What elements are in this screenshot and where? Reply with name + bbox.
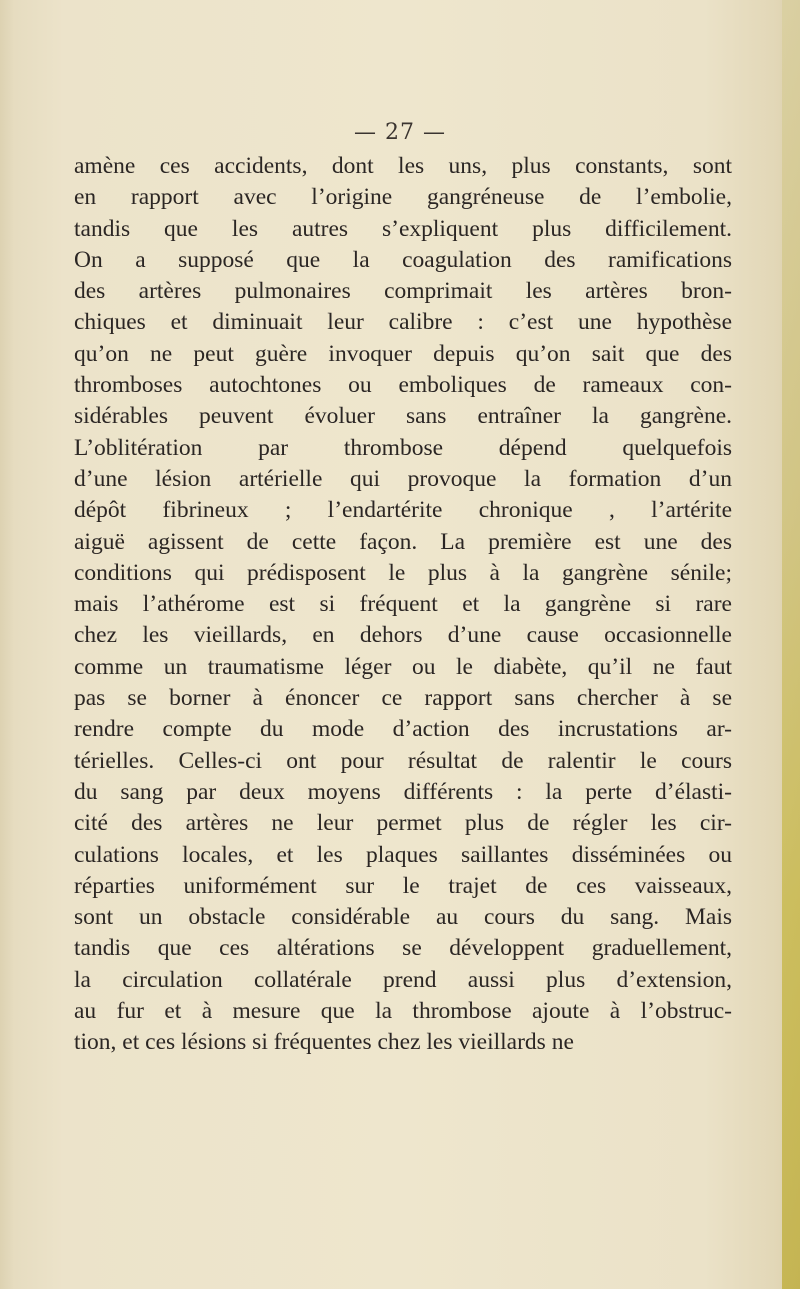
text-line: culations locales, et les plaques saillantes disséminées ou (74, 841, 732, 868)
text-line: L’oblitération par thrombose dépend quelquefois (74, 434, 732, 461)
text-line: tion, et ces lésions si fréquentes chez les vieillards ne (74, 1029, 574, 1056)
text-line: dépôt fibrineux ; l’endartérite chronique , l’artérite (74, 497, 732, 524)
text-line: chiques et diminuait leur calibre : c’est une hypothèse (74, 309, 732, 336)
text-line: aiguë agissent de cette façon. La première est une des (74, 528, 732, 555)
text-line: sont un obstacle considérable au cours du sang. Mais (74, 904, 732, 931)
text-line: pas se borner à énoncer ce rapport sans chercher à se (74, 685, 732, 712)
text-line: comme un traumatisme léger ou le diabète, qu’il ne faut (74, 653, 732, 680)
text-line: thromboses autochtones ou emboliques de rameaux con- (74, 372, 732, 399)
text-line: qu’on ne peut guère invoquer depuis qu’on sait que des (74, 340, 732, 367)
text-line: tandis que ces altérations se développent graduellement, (74, 935, 732, 962)
text-line: chez les vieillards, en dehors d’une cause occasionnelle (74, 622, 732, 649)
text-line: térielles. Celles-ci ont pour résultat de ralentir le cours (74, 747, 732, 774)
text-line: sidérables peuvent évoluer sans entraîner la gangrène. (74, 403, 732, 430)
text-line: cité des artères ne leur permet plus de régler les cir- (74, 810, 732, 837)
page-number: — 27 — (354, 120, 446, 145)
text-line: la circulation collatérale prend aussi plus d’extension, (74, 966, 732, 993)
text-line: réparties uniformément sur le trajet de ces vaisseaux, (74, 872, 732, 899)
text-line: conditions qui prédisposent le plus à la gangrène sénile; (74, 559, 732, 586)
text-line: d’une lésion artérielle qui provoque la formation d’un (74, 465, 732, 492)
page-left-shadow (0, 0, 14, 1289)
text-line: mais l’athérome est si fréquent et la gangrène si rare (74, 591, 732, 618)
text-line: du sang par deux moyens différents : la perte d’élasti- (74, 778, 732, 805)
text-line: des artères pulmonaires comprimait les artères bron- (74, 278, 732, 305)
text-line: On a supposé que la coagulation des ramifications (74, 246, 732, 273)
text-line: rendre compte du mode d’action des incrustations ar- (74, 716, 732, 743)
page-right-edge (782, 0, 800, 1289)
text-line: amène ces accidents, dont les uns, plus constants, sont (74, 153, 732, 179)
text-line: tandis que les autres s’expliquent plus difficilement. (74, 215, 732, 242)
body-text (74, 151, 732, 1059)
text-line: en rapport avec l’origine gangréneuse de l’embolie, (74, 184, 732, 211)
text-line: au fur et à mesure que la thrombose ajoute à l’obstruc- (74, 998, 732, 1025)
